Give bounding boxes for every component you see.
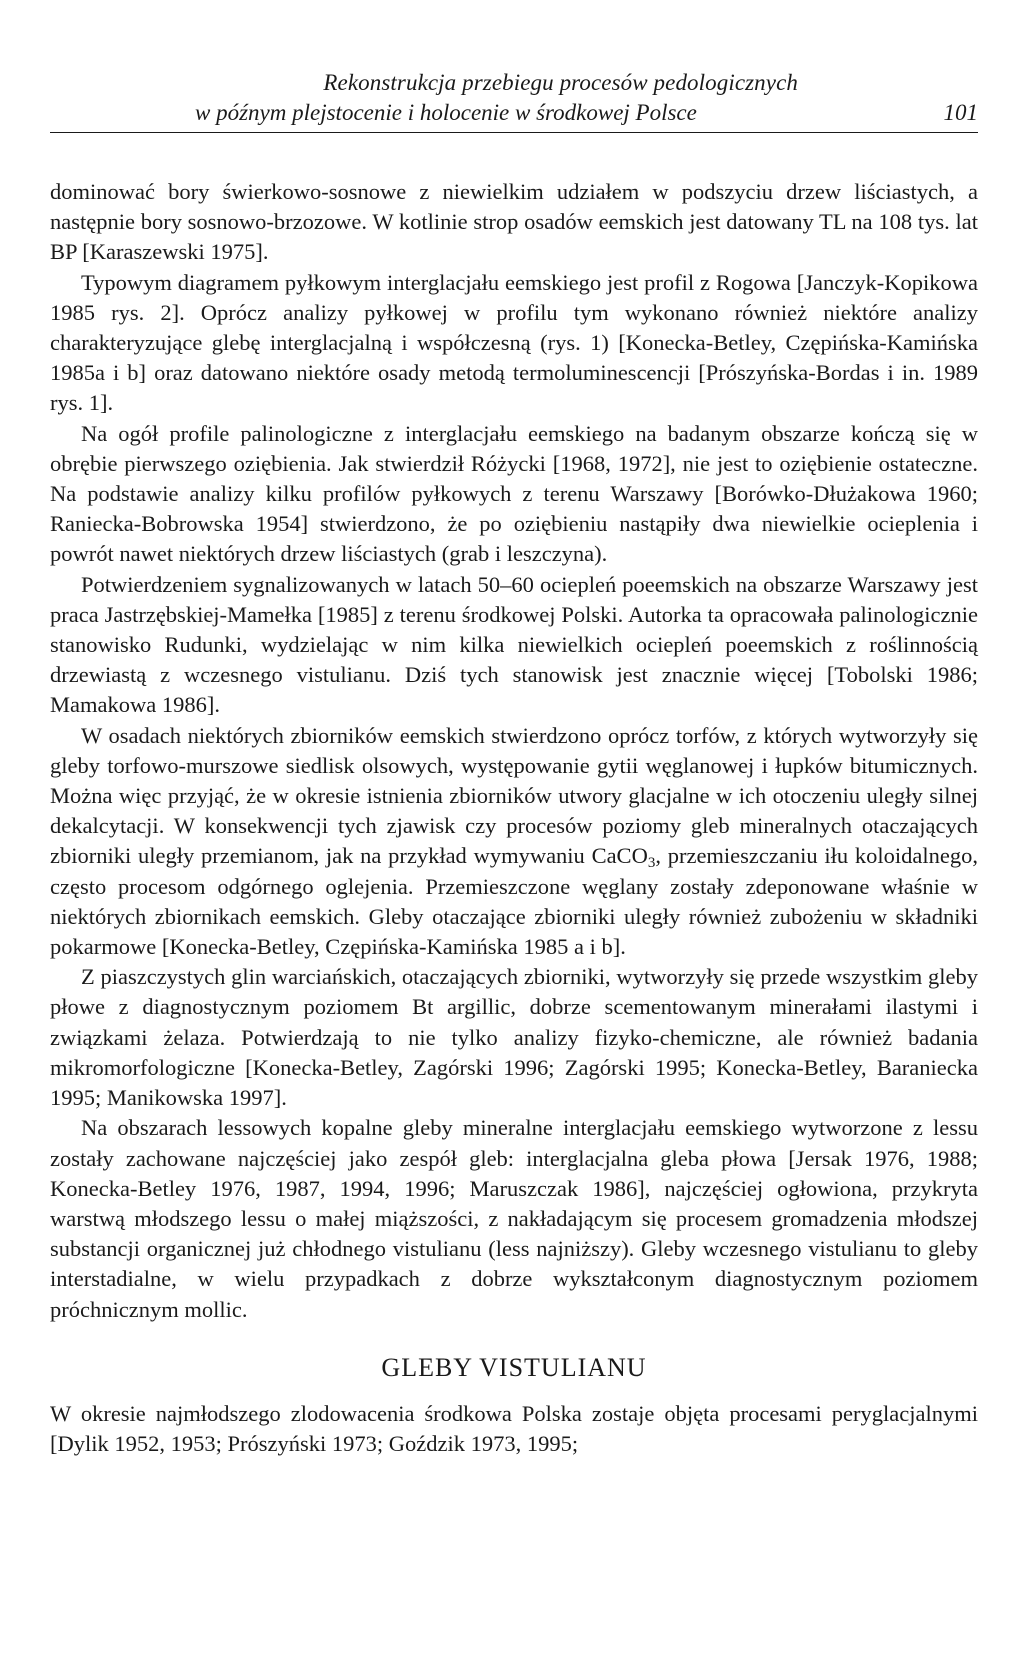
body-text [50,177,978,1459]
paragraph-2: Typowym diagramem pyłkowym interglacjału eemskiego jest profil z Rogowa [Janczyk-Kopikowa 1985 rys. 2]. Oprócz analizy pyłkowej w profilu tym wykonano również niektóre analizy charakteryzujące glebę interglacjalną i współczesną (rys. 1) [Konecka-Betley, Czępińska-Kamińska 1985a i b] oraz datowano niektóre osady metodą termoluminescencji [Prószyńska-Bordas i in. 1989 rys. 1]. [50,269,978,416]
paragraph-3: Na ogół profile palinologiczne z interglacjału eemskiego na badanym obszarze kończą się w obrębie pierwszego oziębienia. Jak stwierdził Różycki [1968, 1972], nie jest to oziębienie ostateczne. Na podstawie analizy kilku profilów pyłkowych z terenu Warszawy [Borówko-Dłużakowa 1960; Raniecka-Bobrowska 1954] stwierdzono, że po oziębieniu nastąpiły dwa niewielkie ocieplenia i powrót nawet niektórych drzew liściastych (grab i leszczyna). [50,420,978,567]
paragraph-6: Z piaszczystych glin warciańskich, otaczających zbiorniki, wytworzyły się przede wszystkim gleby płowe z diagnostycznym poziomem Bt argillic, dobrze scementowanym minerałami ilastymi i związkami żelaza. Potwierdzają to nie tylko analizy fizyko-chemiczne, ale również badania mikromorfologiczne [Konecka-Betley, Zagórski 1996; Zagórski 1995; Konecka-Betley, Baraniecka 1995; Manikowska 1997]. [50,964,978,1111]
running-head-title-line2: w późnym plejstocenie i holocenie w środkowej Polsce [195,100,697,125]
paragraph-5-tail: , przemieszczaniu iłu koloidalnego, często procesom odgórnego oglejenia. Przemieszczone węglany zostały zdeponowane właśnie w niektórych zbiornikach eemskich. Gleby otaczające zbiorniki uległy również zubożeniu w składniki pokarmowe [Konecka-Betley, Czępińska-Kamińska 1985 a i b]. [50,843,979,960]
paragraph-5 [50,721,978,963]
book-page [50,58,978,1459]
paragraph-4: Potwierdzeniem sygnalizowanych w latach 50–60 ociepleń poeemskich na obszarze Warszawy jest praca Jastrzębskiej-Mamełka [1985] z terenu środkowej Polski. Autorka ta opracowała palinologicznie stanowisko Rudunki, wydzielając w nim kilka niewielkich ociepleń poeemskich z roślinnością drzewiastą z wczesnego vistulianu. Dziś tych stanowisk jest znacznie więcej [Tobolski 1986; Mamakowa 1986]. [50,571,978,718]
running-head-title-line1: Rekonstrukcja przebiegu procesów pedologicznych [323,70,798,95]
paragraph-5-text: W osadach niektórych zbiorników eemskich stwierdzono oprócz torfów, z których wytworzyły się gleby torfowo-murszowe siedlisk olsowych, występowanie gytii węglanowej i łupków bitumicznych. Można więc przyjąć, że w okresie istnienia zbiorników utwory glacjalne w ich otoczeniu uległy silnej dekalcytacji. W konsekwencji tych zjawisk czy procesów poziomy gleb mineralnych otaczających zbiorniki uległy przemianom, jak na przykład wymywaniu CaCO [50,722,978,869]
page-number: 101 [943,100,978,125]
section-paragraph-1: W okresie najmłodszego zlodowacenia środkowa Polska zostaje objęta procesami peryglacjalnymi [Dylik 1952, 1953; Prószyński 1973; Goździk 1973, 1995; [50,1400,978,1456]
caco3-subscript: 3 [647,855,656,872]
running-head [50,58,978,133]
paragraph-7: Na obszarach lessowych kopalne gleby mineralne interglacjału eemskiego wytworzone z lessu zostały zachowane najczęściej jako zespół gleb: interglacjalna gleba płowa [Jersak 1976, 1988; Konecka-Betley 1976, 1987, 1994, 1996; Maruszczak 1986], najczęściej ogłowiona, przykryta warstwą młodszego lessu o małej miąższości, z nakładającym się procesem gromadzenia młodszej substancji organicznej już chłodnego vistulianu (less najniższy). Gleby wczesnego vistulianu to gleby interstadialne, w wielu przypadkach z dobrze wykształconym diagnostycznym poziomem próchnicznym mollic. [50,1115,978,1322]
section-heading: GLEBY VISTULIANU [381,1352,647,1382]
paragraph-1: dominować bory świerkowo-sosnowe z niewielkim udziałem w podszyciu drzew liściastych, a następnie bory sosnowo-brzozowe. W kotlinie strop osadów eemskich jest datowany TL na 108 tys. lat BP [Karaszewski 1975]. [50,179,978,265]
